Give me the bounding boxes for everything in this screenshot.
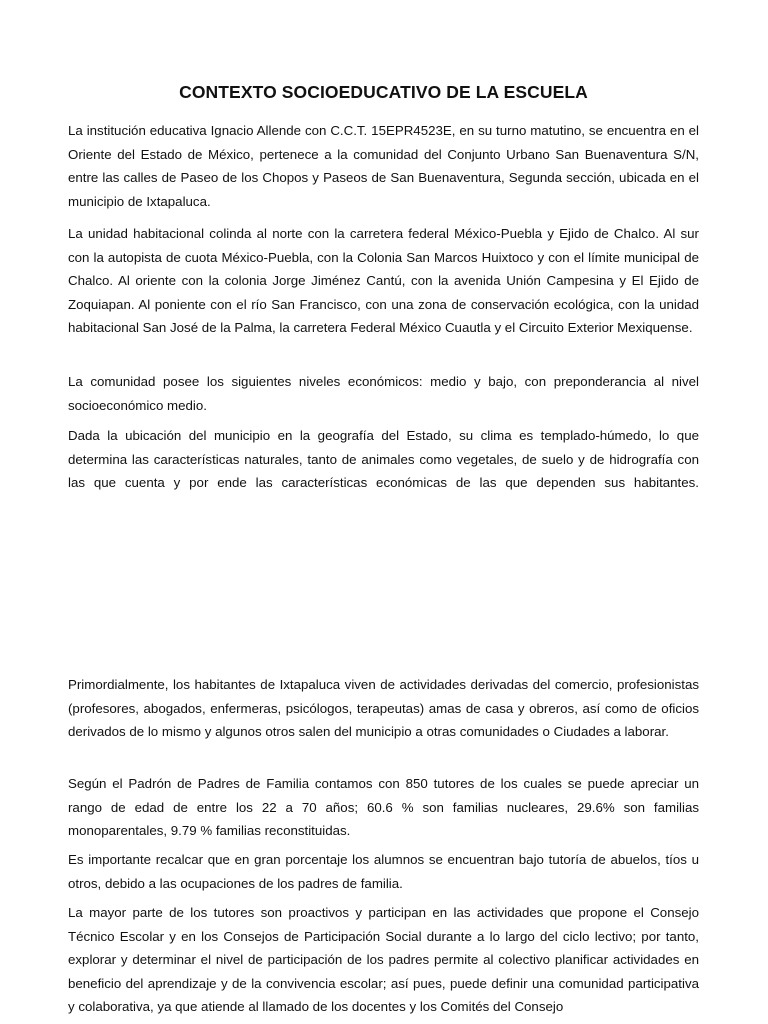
paragraph-climate: Dada la ubicación del municipio en la geografía del Estado, su clima es templado-húmedo, lo que determina las características naturales, tanto de animales como vegetales, de suelo y de hidrografía con las que cuenta y por ende las características económicas de las que dependen sus habitantes. <box>68 428 699 490</box>
paragraph-occupations: Primordialmente, los habitantes de Ixtapaluca viven de actividades derivadas del comercio, profesionistas (profesores, abogados, enfermeras, psicólogos, terapeutas) amas de casa y obreros, así como de oficios derivados de lo mismo y algunos otros salen del municipio a otras comunidades o Ciudades a laborar. <box>68 677 699 739</box>
paragraph-boundaries: La unidad habitacional colinda al norte con la carretera federal México-Puebla y Ejido de Chalco. Al sur con la autopista de cuota México-Puebla, con la Colonia San Marcos Huixtoco y con el límite municipal de Chalco. Al oriente con la colonia Jorge Jiménez Cantú, con la avenida Unión Campesina y El Ejido de Zoquiapan. Al poniente con el río San Francisco, con una zona de conservación ecológica, con la unidad habitacional San José de la Palma, la carretera Federal México Cuautla y el Circuito Exterior Mexiquense. <box>68 226 699 335</box>
paragraph-economic-levels: La comunidad posee los siguientes niveles económicos: medio y bajo, con preponderancia al nivel socioeconómico medio. <box>68 374 699 413</box>
paragraph-school-location: La institución educativa Ignacio Allende con C.C.T. 15EPR4523E, en su turno matutino, se encuentra en el Oriente del Estado de México, pertenece a la comunidad del Conjunto Urbano San Buenaventura S/N, entre las calles de Paseo de los Chopos y Paseos de San Buenaventura, Segunda sección, ubicada en el municipio de Ixtapaluca. <box>68 123 699 209</box>
paragraph-guardianship: Es importante recalcar que en gran porcentaje los alumnos se encuentran bajo tutoría de abuelos, tíos u otros, debido a las ocupaciones de los padres de familia. <box>68 852 699 891</box>
page-title: CONTEXTO SOCIOEDUCATIVO DE LA ESCUELA <box>179 82 588 102</box>
paragraph-tutor-participation: La mayor parte de los tutores son proactivos y participan en las actividades que propone el Consejo Técnico Escolar y en los Consejos de Participación Social durante a lo largo del ciclo lectivo; por tanto, explorar y determinar el nivel de participación de los padres permite al colectivo planificar actividades en beneficio del aprendizaje y de la convivencia escolar; así pues, puede definir una comunidad participativa y colaborativa, ya que atiende al llamado de los docentes y los Comités del Consejo <box>68 905 699 1014</box>
paragraph-parent-registry: Según el Padrón de Padres de Familia contamos con 850 tutores de los cuales se puede apreciar un rango de edad de entre los 22 a 70 años; 60.6 % son familias nucleares, 29.6% son familias monoparentales, 9.79 % familias reconstituidas. <box>68 776 699 838</box>
document-page <box>68 0 699 1024</box>
